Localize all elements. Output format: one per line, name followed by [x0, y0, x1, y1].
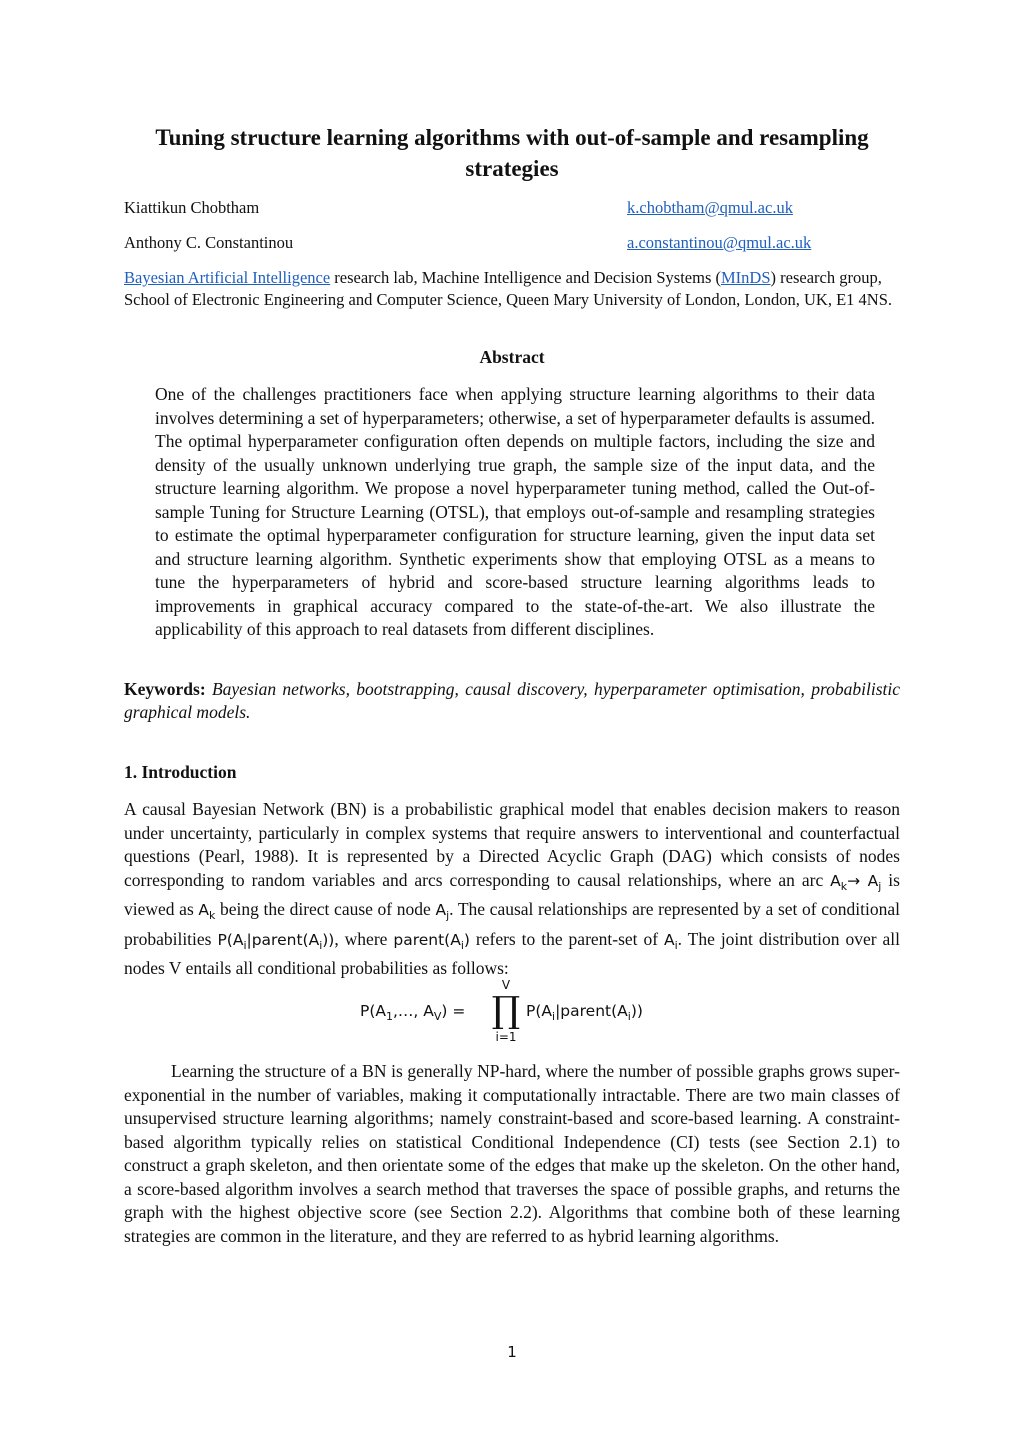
equation-lhs: $P(A_1,\dots$, $A_V$) = [360, 1002, 466, 1024]
keywords-label: Keywords: [124, 679, 206, 699]
math-parent: $parent(A_i)$ [393, 930, 470, 952]
equation-rhs: $P(A_i|parent(A_i))$ [526, 1002, 643, 1024]
product-symbol: ∏ [491, 990, 521, 1031]
minds-link[interactable]: MInDS [721, 268, 771, 287]
author-name: Anthony C. Constantinou [124, 233, 294, 252]
paper-title: Tuning structure learning algorithms with out-of-sample and resampling strategies [155, 125, 869, 181]
math-node: $A_j$ [435, 901, 450, 923]
product-operator [490, 978, 522, 1044]
body-text: being the direct cause of node [215, 899, 436, 920]
body-text: A causal Bayesian Network (BN) is a probabilistic graphical model that enables decision makers to reason under uncertainty, particularly in complex systems that require answers to interventional and counterfactual questions (Pearl, 1988). It is represented by a Directed Acyclic Graph (DAG) which consists of nodes corresponding to random variables and arcs corresponding to causal relationships, where an arc [124, 799, 900, 890]
affiliation-text: research lab, Machine Intelligence and Decision Systems ( [330, 268, 721, 287]
author-email-link[interactable]: a.constantinou@qmul.ac.uk [627, 233, 812, 252]
intro-paragraph-1 [124, 798, 900, 981]
intro-paragraph-2: Learning the structure of a BN is generally NP-hard, where the number of possible graphs grows super-exponential in the number of variables, making it computationally intractable. There are two main classes of unsupervised structure learning algorithms; namely constraint-based and score-based learning. A constraint-based algorithm typically relies on statistical Conditional Independence (CI) tests (see Section 2.1) to construct a graph skeleton, and then orientate some of the edges that make up the skeleton. On the other hand, a score-based algorithm involves a search method that traverses the space of possible graphs, and returns the graph with the highest objective score (see Section 2.2). Algorithms that combine both of these learning strategies are common in the literature, and they are referred to as hybrid learning algorithms. [124, 1061, 900, 1246]
section-heading-introduction: 1. Introduction [124, 762, 237, 782]
body-text: is viewed as [124, 869, 900, 920]
joint-distribution-equation [360, 978, 680, 1048]
keywords-list: Bayesian networks, bootstrapping, causal discovery, hyperparameter optimisation, probabilistic graphical models. [124, 679, 900, 722]
body-text: , where [334, 928, 394, 949]
product-lower-limit: i=1 [495, 1030, 517, 1044]
author-email-link[interactable]: k.chobtham@qmul.ac.uk [627, 198, 793, 217]
lab-link[interactable]: Bayesian Artificial Intelligence [124, 268, 331, 287]
page-number: 1 [507, 1343, 517, 1361]
body-text: . The joint distribution over all nodes V entails all conditional probabilities as follows: [124, 928, 901, 979]
abstract-heading: Abstract [479, 347, 545, 367]
body-text: refers to the parent-set of [469, 928, 664, 949]
affiliation [124, 267, 900, 311]
author-name: Kiattikun Chobtham [124, 198, 260, 217]
product-upper-limit: V [501, 978, 511, 992]
math-conditional: $P(A_i|parent(A_i))$ [217, 930, 335, 952]
affiliation-text: ) research group, School of Electronic Engineering and Computer Science, Queen Mary University of London, London, UK, E1 4NS. [124, 268, 892, 309]
math-parent-set: $A_i$ [664, 930, 678, 952]
body-text: . The causal relationships are represented by a set of conditional probabilities [124, 899, 900, 949]
keywords [124, 678, 900, 724]
abstract-body: One of the challenges practitioners face when applying structure learning algorithms to their data involves determining a set of hyperparameters; otherwise, a set of hyperparameter defaults is assumed. The optimal hyperparameter configuration often depends on multiple factors, including the size and density of the usually unknown underlying true graph, the sample size of the input data, and the structure learning algorithm. We propose a novel hyperparameter tuning method, called the Out-of-sample Tuning for Structure Learning (OTSL), that employs out-of-sample and resampling strategies to estimate the optimal hyperparameter configuration for structure learning, given the input data set and structure learning algorithm. Synthetic experiments show that employing OTSL as a means to tune the hyperparameters of hybrid and score-based structure learning algorithms leads to improvements in graphical accuracy compared to the state-of-the-art. We also illustrate the applicability of this approach to real datasets from different disciplines. [155, 384, 875, 639]
math-arc: $A_k\to A_j$ [830, 871, 882, 893]
math-cause: $A_k$ [198, 901, 216, 923]
